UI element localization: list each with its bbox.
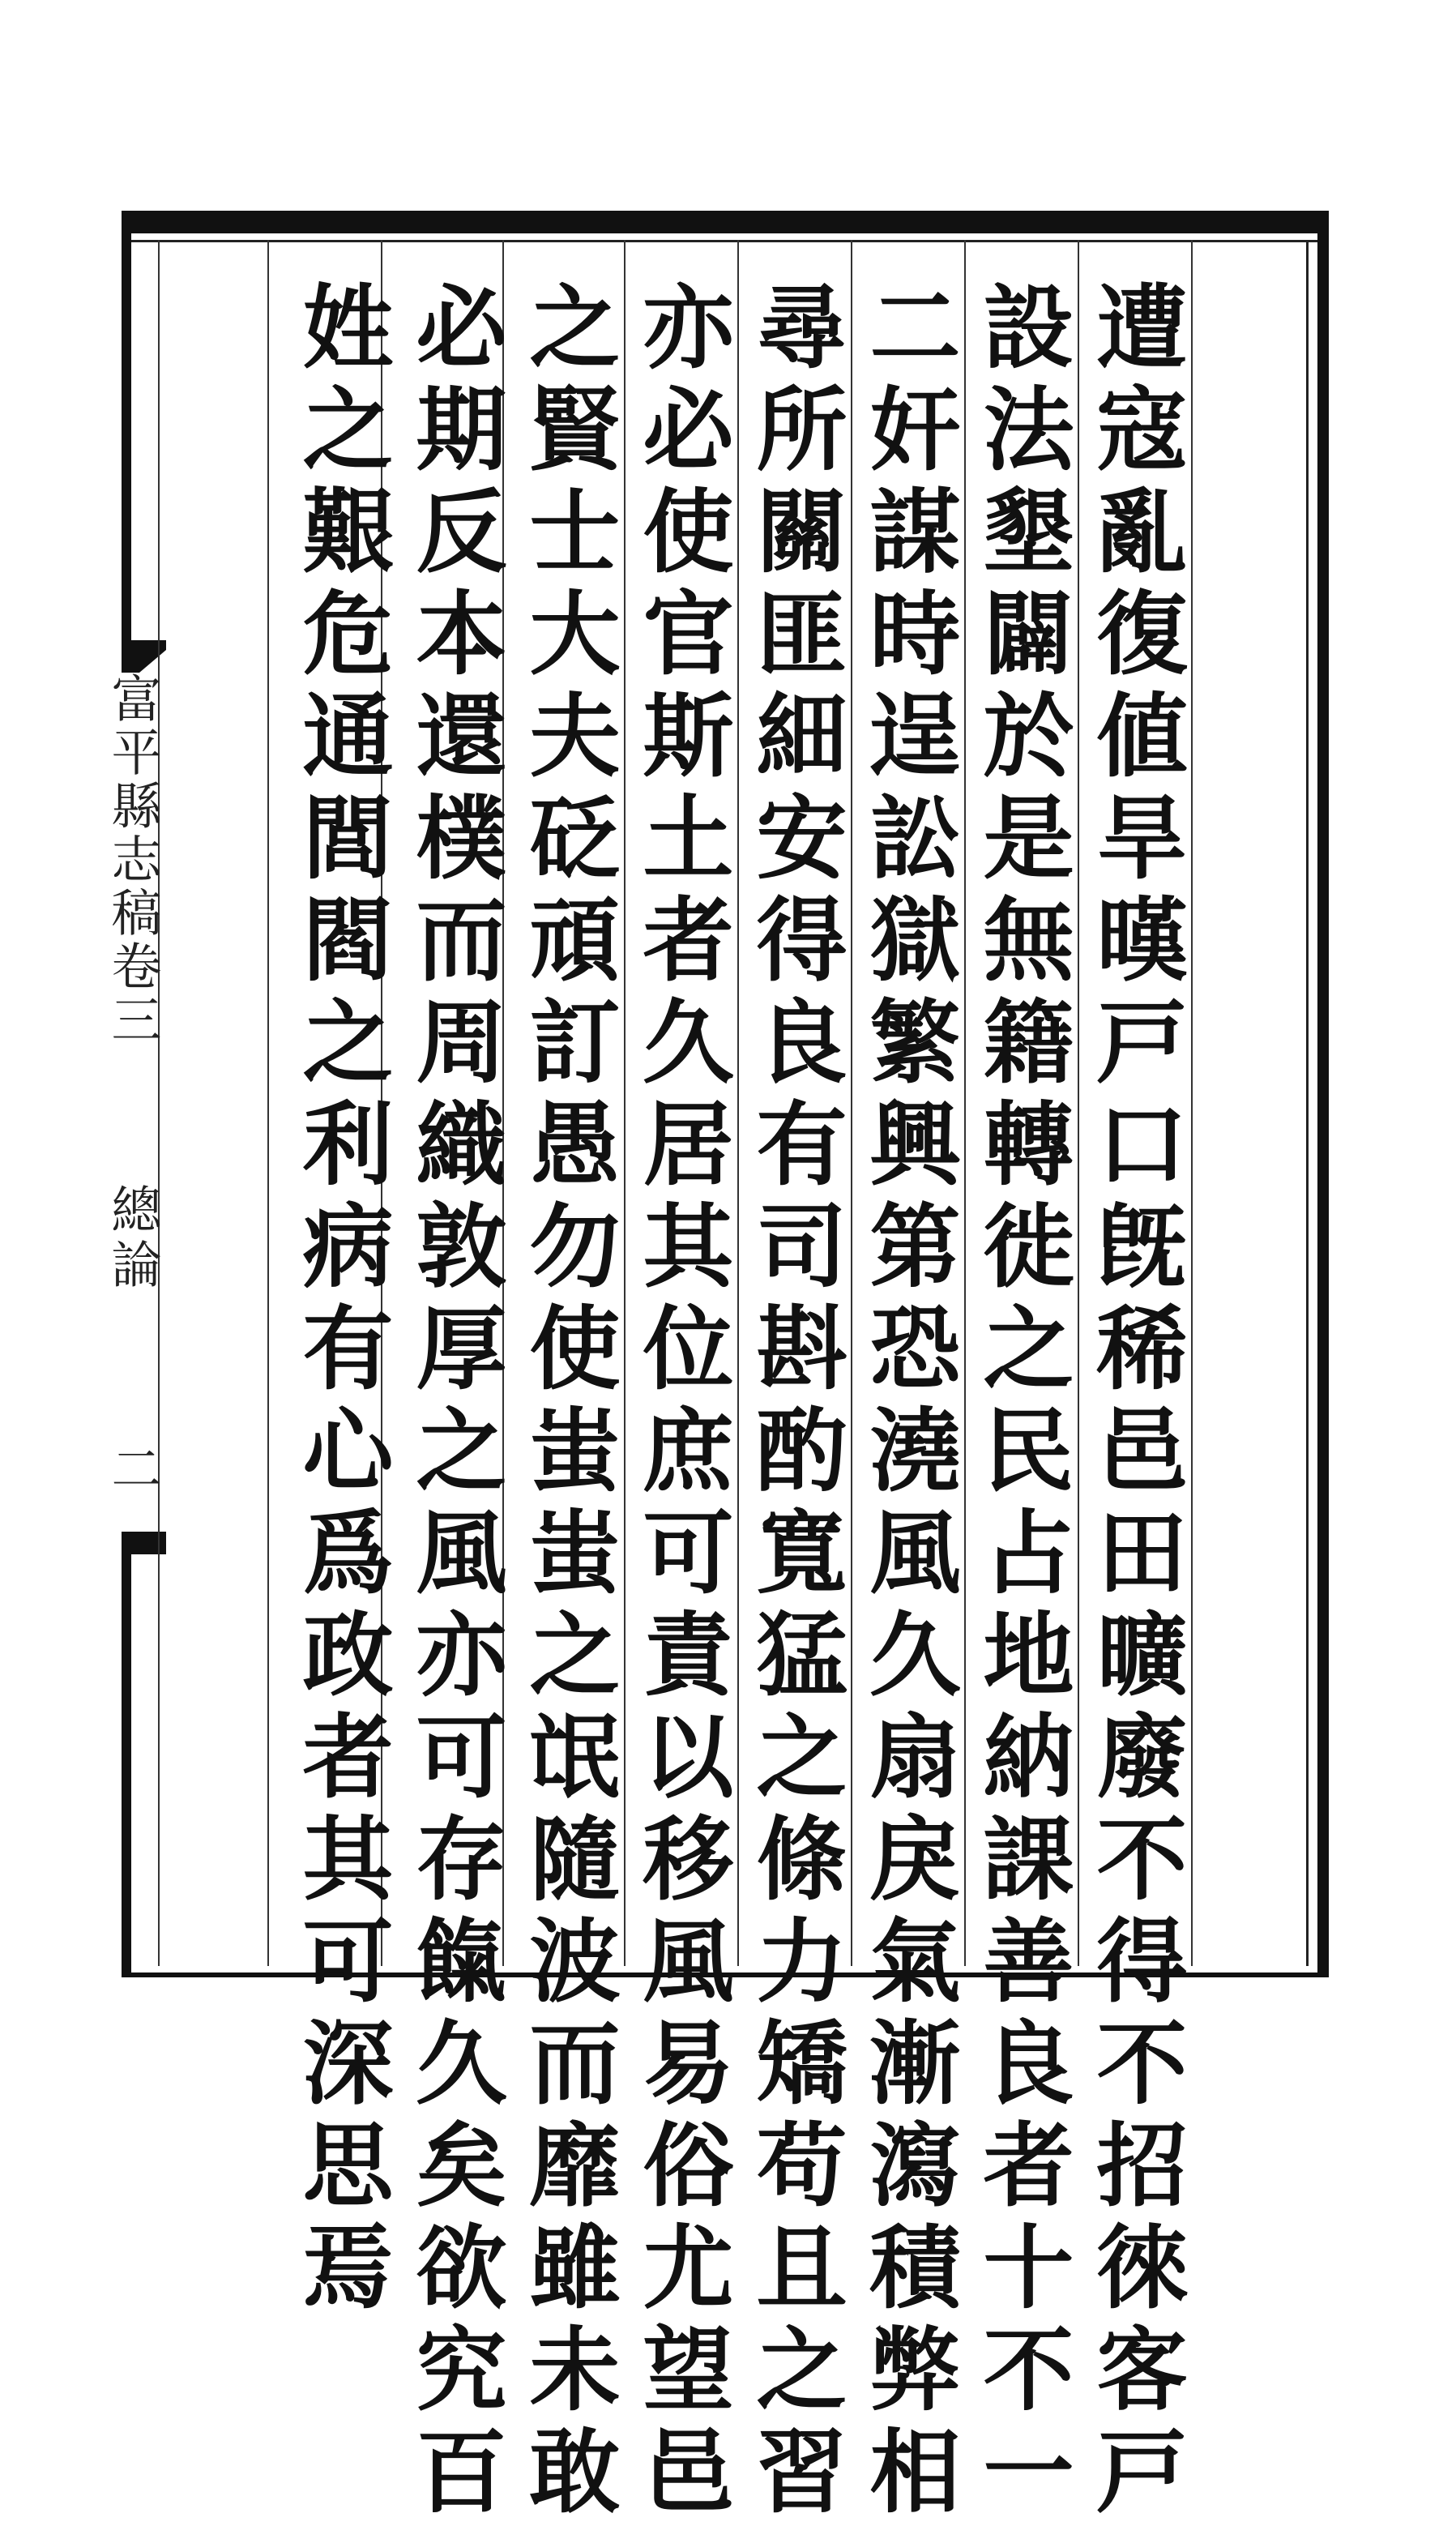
page-margin-strip (96, 673, 169, 1532)
column-rule (267, 240, 269, 1966)
text-column-6: 之賢士大夫砭頑訂愚勿使蚩蚩之氓隨波而靡雖未敢 (515, 280, 621, 2526)
section-title: 總論 (103, 1183, 162, 1293)
text-column-4: 尋所關匪細安得良有司斟酌寬猛之條力矯苟且之習 (741, 280, 848, 2526)
frame-inner-top-line (122, 240, 1317, 242)
text-column-5: 亦必使官斯土者久居其位庶可責以移風易俗尤望邑 (628, 280, 734, 2526)
book-title: 富平縣志稿卷三 (103, 673, 162, 1047)
text-column-8: 姓之艱危通閭閻之利病有心爲政者其可深思焉 (288, 280, 394, 2322)
left-border-lower (122, 1544, 131, 1977)
text-column-2: 設法墾闢於是無籍轉徙之民占地納課善良者十不一 (968, 280, 1074, 2526)
page-number: 二 (103, 1443, 162, 1493)
frame-inner-right-line (1306, 240, 1309, 1966)
text-column-1: 遭寇亂復値旱暵戸口旣稀邑田曠廢不得不招徠客戸 (1082, 280, 1188, 2526)
left-border-upper (122, 211, 131, 648)
text-column-3: 二奸謀時逞訟獄繁興第恐澆風久扇戾氣漸瀉積弊相 (855, 280, 961, 2526)
text-column-7: 必期反本還樸而周織敦厚之風亦可存餼久矣欲究百 (401, 280, 507, 2526)
column-rule (1191, 240, 1193, 1966)
